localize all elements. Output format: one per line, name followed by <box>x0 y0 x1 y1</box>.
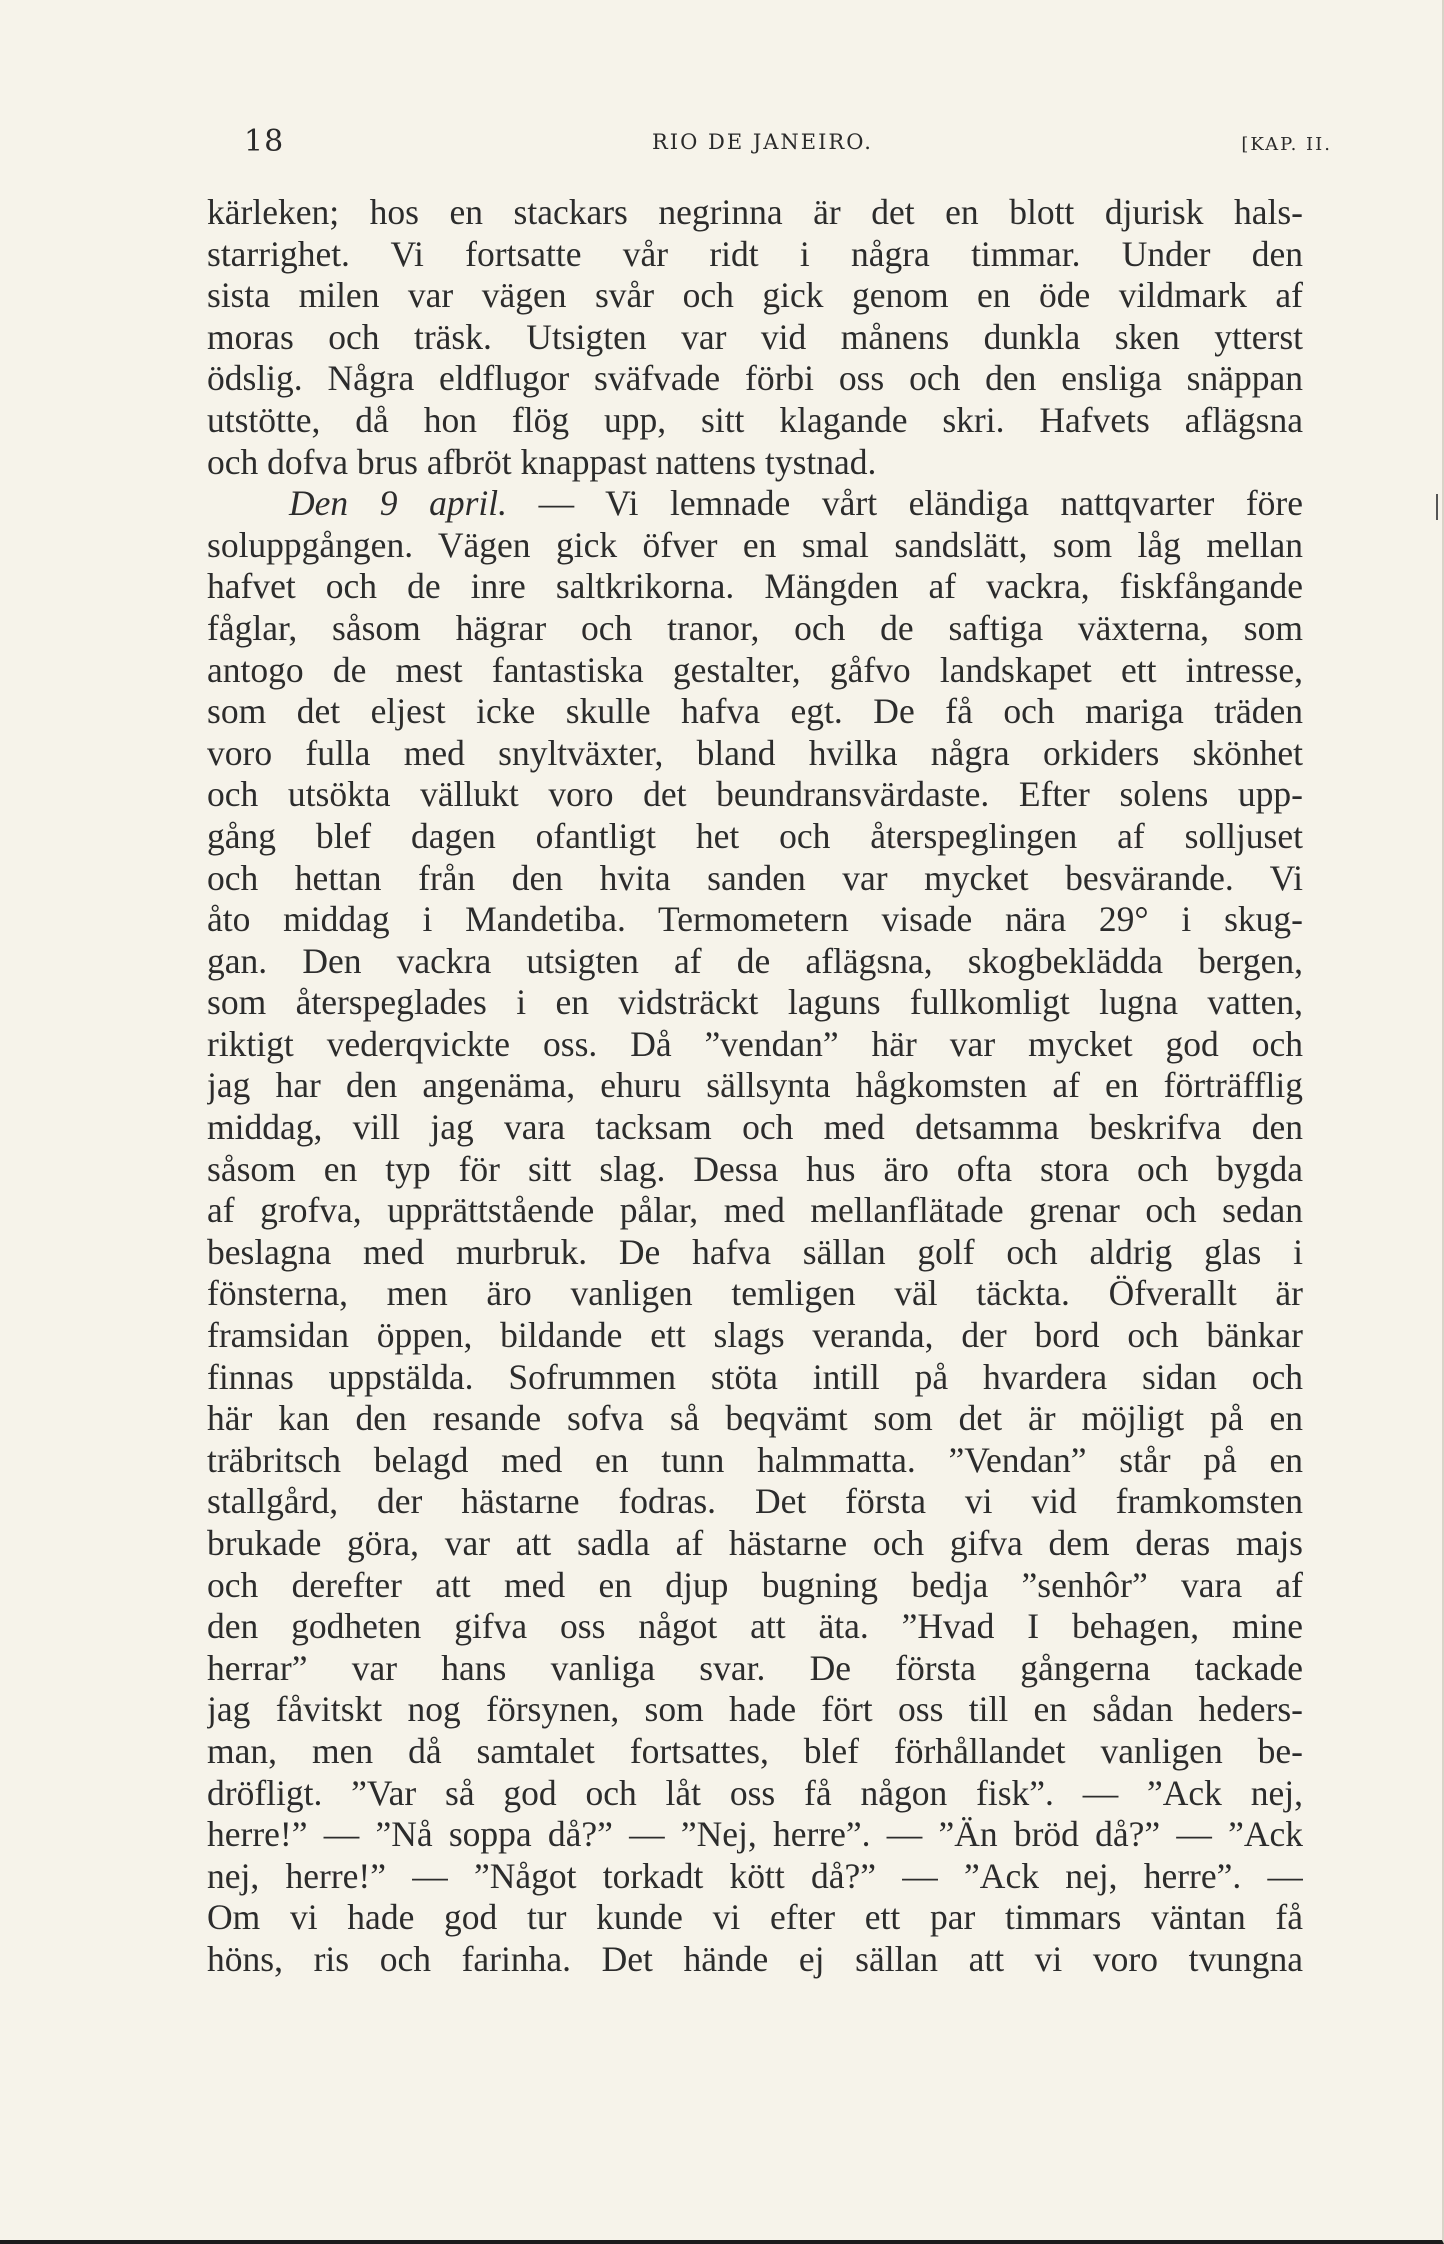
text-line <box>207 1939 1303 1981</box>
page-header <box>232 124 1332 168</box>
text-line <box>207 1398 1303 1440</box>
body-text <box>207 192 1303 1981</box>
text-line <box>207 1481 1303 1523</box>
text-line <box>207 733 1303 775</box>
line-text: jag har den angenäma, ehuru sällsynta hågkomsten af en förträfflig <box>207 1065 1303 1106</box>
line-text: som det eljest icke skulle hafva egt. De få och mariga träden <box>207 691 1303 732</box>
line-text: nej, herre!” — ”Något torkadt kött då?” — ”Ack nej, herre”. — <box>207 1855 1303 1896</box>
page-number: 18 <box>244 124 285 159</box>
text-line <box>207 358 1303 400</box>
line-text: starrighet. Vi fortsatte vår ridt i några timmar. Under den <box>207 233 1303 274</box>
text-line <box>207 982 1303 1024</box>
text-line <box>207 442 1303 484</box>
text-line <box>207 1856 1303 1898</box>
text-line <box>207 400 1303 442</box>
line-text: brukade göra, var att sadla af hästarne och gifva dem deras majs <box>207 1523 1303 1563</box>
line-text: dröfligt. ”Var så god och låt oss få någon fisk”. — ”Ack nej, <box>207 1772 1303 1813</box>
text-line <box>207 1523 1303 1565</box>
line-text: man, men då samtalet fortsattes, blef förhållandet vanligen be- <box>207 1730 1303 1771</box>
line-text: och utsökta vällukt voro det beundransvärdaste. Efter solens upp- <box>207 774 1303 815</box>
line-text: utstötte, då hon flög upp, sitt klagande skri. Hafvets aflägsna <box>207 399 1303 440</box>
text-line <box>207 858 1303 900</box>
running-title: RIO DE JANEIRO. <box>652 130 873 154</box>
line-text: såsom en typ för sitt slag. Dessa hus äro ofta stora och bygda <box>207 1148 1303 1189</box>
text-line <box>207 1773 1303 1815</box>
text-line <box>207 1565 1303 1607</box>
line-text: — Vi lemnade vårt eländiga nattqvarter före <box>507 483 1303 524</box>
text-line <box>207 774 1303 816</box>
line-text: som återspeglades i en vidsträckt laguns fullkomligt lugna vatten, <box>207 982 1303 1023</box>
line-text: moras och träsk. Utsigten var vid månens dunkla sken ytterst <box>207 316 1303 357</box>
line-text: gång blef dagen ofantligt het och återspeglingen af solljuset <box>207 815 1303 856</box>
line-text: sista milen var vägen svår och gick genom en öde vildmark af <box>207 275 1303 316</box>
margin-mark <box>1436 494 1438 520</box>
line-text: höns, ris och farinha. Det hände ej sällan att vi voro tvungna <box>207 1938 1303 1979</box>
text-line <box>207 566 1303 608</box>
chapter-marker: [KAP. II. <box>1241 134 1332 155</box>
line-text: den godheten gifva oss något att äta. ”Hvad I behagen, mine <box>207 1606 1303 1647</box>
text-line <box>207 1731 1303 1773</box>
text-line <box>207 1315 1303 1357</box>
text-line <box>207 1897 1303 1939</box>
text-line <box>207 1606 1303 1648</box>
text-line <box>207 1065 1303 1107</box>
text-line <box>207 192 1303 234</box>
text-line <box>207 1232 1303 1274</box>
text-line <box>207 650 1303 692</box>
line-text: och dofva brus afbröt knappast nattens tystnad. <box>207 441 877 482</box>
text-line <box>207 525 1303 567</box>
text-line <box>207 234 1303 276</box>
line-text: ödslig. Några eldflugor sväfvade förbi oss och den ensliga snäppan <box>207 358 1303 399</box>
line-text: träbritsch belagd med en tunn halmmatta. ”Vendan” står på en <box>207 1439 1303 1480</box>
text-line <box>207 1190 1303 1232</box>
line-text: middag, vill jag vara tacksam och med detsamma beskrifva den <box>207 1107 1303 1148</box>
line-text: herre!” — ”Nå soppa då?” — ”Nej, herre”. — ”Än bröd då?” — ”Ack <box>207 1814 1303 1855</box>
text-line <box>207 483 1303 525</box>
line-text: och hettan från den hvita sanden var mycket besvärande. Vi <box>207 857 1303 898</box>
line-text: voro fulla med snyltväxter, bland hvilka några orkiders skönhet <box>207 732 1303 773</box>
line-text: jag fåvitskt nog försynen, som hade fört oss till en sådan heders- <box>207 1689 1303 1730</box>
text-line <box>207 941 1303 983</box>
line-text: åto middag i Mandetiba. Termometern visade nära 29° i skug- <box>207 899 1303 940</box>
line-text: soluppgången. Vägen gick öfver en smal sandslätt, som låg mellan <box>207 524 1303 565</box>
line-text: riktigt vederqvickte oss. Då ”vendan” här var mycket god och <box>207 1023 1303 1064</box>
text-line <box>207 1273 1303 1315</box>
text-line <box>207 1107 1303 1149</box>
date-heading: Den 9 april. <box>289 483 508 524</box>
text-line <box>207 1648 1303 1690</box>
text-line <box>207 1814 1303 1856</box>
line-text: Om vi hade god tur kunde vi efter ett par timmars väntan få <box>207 1897 1303 1938</box>
text-line <box>207 1440 1303 1482</box>
line-text: hafvet och de inre saltkrikorna. Mängden af vackra, fiskfångande <box>207 566 1303 607</box>
text-line <box>207 1689 1303 1731</box>
line-text: antogo de mest fantastiska gestalter, gåfvo landskapet ett intresse, <box>207 649 1303 690</box>
line-text: finnas uppstälda. Sofrummen stöta intill på hvardera sidan och <box>207 1356 1303 1397</box>
text-line <box>207 608 1303 650</box>
line-text: stallgård, der hästarne fodras. Det första vi vid framkomsten <box>207 1481 1303 1522</box>
line-text: och derefter att med en djup bugning bedja ”senhôr” vara af <box>207 1564 1303 1605</box>
line-text: framsidan öppen, bildande ett slags veranda, der bord och bänkar <box>207 1315 1303 1356</box>
text-line <box>207 1024 1303 1066</box>
line-text: herrar” var hans vanliga svar. De första gångerna tackade <box>207 1647 1303 1688</box>
text-line <box>207 899 1303 941</box>
line-text: fönsterna, men äro vanligen temligen väl täckta. Öfverallt är <box>207 1273 1303 1314</box>
text-line <box>207 816 1303 858</box>
line-text: af grofva, upprättstående pålar, med mellanflätade grenar och sedan <box>207 1190 1303 1231</box>
line-text: gan. Den vackra utsigten af de aflägsna, skogbeklädda bergen, <box>207 940 1303 981</box>
text-line <box>207 275 1303 317</box>
line-text: fåglar, såsom hägrar och tranor, och de saftiga växterna, som <box>207 607 1303 648</box>
line-text: kärleken; hos en stackars negrinna är det en blott djurisk hals- <box>207 192 1303 232</box>
text-line <box>207 1357 1303 1399</box>
text-line <box>207 1149 1303 1191</box>
line-text: beslagna med murbruk. De hafva sällan golf och aldrig glas i <box>207 1231 1303 1272</box>
text-line <box>207 317 1303 359</box>
line-text: här kan den resande sofva så beqvämt som det är möjligt på en <box>207 1398 1303 1439</box>
text-line <box>207 691 1303 733</box>
